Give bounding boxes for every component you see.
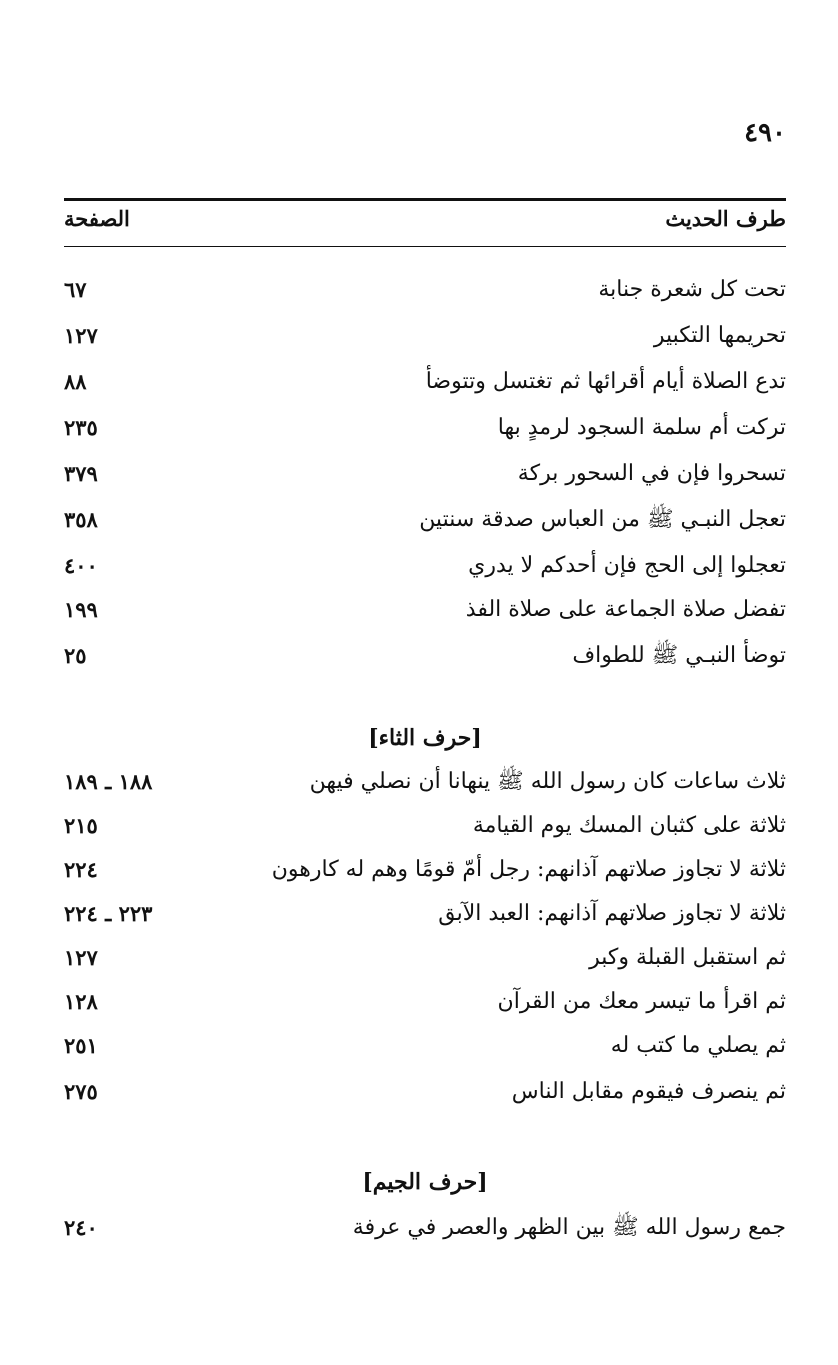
hadith-text: ثم استقبل القبلة وكبر — [589, 945, 786, 970]
hadith-text: تركت أم سلمة السجود لرمدٍ بها — [497, 415, 786, 440]
index-row — [64, 938, 786, 978]
hadith-text: ثم اقرأ ما تيسر معك من القرآن — [497, 989, 786, 1014]
page-ref: ٢٤٠ — [64, 1215, 98, 1240]
page-ref: ٢٥ — [64, 643, 87, 668]
page-ref: ١٨٨ ـ ١٨٩ — [64, 769, 153, 794]
hadith-column-header: طرف الحديث — [665, 206, 786, 231]
header-bottom-rule — [64, 246, 786, 247]
page-ref: ٦٧ — [64, 277, 87, 302]
page-column-header: الصفحة — [64, 206, 130, 231]
hadith-text: تحت كل شعرة جنابة — [598, 277, 786, 302]
page-number: ٤٩٠ — [744, 118, 786, 148]
index-row — [64, 500, 786, 540]
hadith-text: ثلاثة لا تجاوز صلاتهم آذانهم: العبد الآبق — [438, 901, 786, 926]
hadith-text: ثلاثة لا تجاوز صلاتهم آذانهم: رجل أمّ قومًا وهم له كارهون — [271, 857, 786, 882]
hadith-text: جمع رسول الله ﷺ بين الظهر والعصر في عرفة — [352, 1215, 786, 1240]
page-ref: ٢١٥ — [64, 813, 98, 838]
page-ref: ١٢٨ — [64, 989, 98, 1014]
index-row — [64, 270, 786, 310]
hadith-text: تعجل النبـي ﷺ من العباس صدقة سنتين — [419, 507, 786, 532]
index-row — [64, 982, 786, 1022]
page-ref: ٣٥٨ — [64, 507, 98, 532]
index-row — [64, 454, 786, 494]
index-row — [64, 1072, 786, 1112]
page-ref: ٤٠٠ — [64, 553, 98, 578]
page-ref: ٢٢٣ ـ ٢٢٤ — [64, 901, 153, 926]
hadith-text: تحريمها التكبير — [653, 323, 786, 348]
index-row — [64, 850, 786, 890]
index-row — [64, 316, 786, 356]
page-ref: ٨٨ — [64, 369, 87, 394]
page-ref: ٢٢٤ — [64, 857, 98, 882]
index-row — [64, 1208, 786, 1248]
page-ref: ٣٧٩ — [64, 461, 98, 486]
page-ref: ٢٧٥ — [64, 1079, 98, 1104]
index-row — [64, 362, 786, 402]
index-row — [64, 590, 786, 630]
hadith-text: تدع الصلاة أيام أقرائها ثم تغتسل وتتوضأ — [425, 369, 786, 394]
hadith-text: ثم ينصرف فيقوم مقابل الناس — [511, 1079, 786, 1104]
hadith-text: ثم يصلي ما كتب له — [610, 1033, 786, 1058]
section-title-tha: [حرف الثاء] — [368, 725, 482, 751]
hadith-text: تسحروا فإن في السحور بركة — [517, 461, 786, 486]
index-row — [64, 762, 786, 802]
index-row — [64, 806, 786, 846]
page-ref: ١٢٧ — [64, 323, 98, 348]
index-row — [64, 408, 786, 448]
hadith-text: ثلاثة على كثبان المسك يوم القيامة — [472, 813, 786, 838]
page-ref: ٢٣٥ — [64, 415, 98, 440]
table-header — [64, 206, 786, 242]
header-top-rule — [64, 198, 786, 201]
hadith-text: تفضل صلاة الجماعة على صلاة الفذ — [465, 597, 786, 622]
index-row — [64, 636, 786, 676]
hadith-text: تعجلوا إلى الحج فإن أحدكم لا يدري — [468, 553, 786, 578]
page-ref: ٢٥١ — [64, 1033, 98, 1058]
index-row — [64, 1026, 786, 1066]
hadith-text: ثلاث ساعات كان رسول الله ﷺ ينهانا أن نصلي فيهن — [309, 769, 786, 794]
page-ref: ١٢٧ — [64, 945, 98, 970]
section-title-jeem: [حرف الجيم] — [362, 1169, 488, 1195]
index-row — [64, 894, 786, 934]
page-ref: ١٩٩ — [64, 597, 98, 622]
hadith-text: توضأ النبـي ﷺ للطواف — [572, 643, 786, 668]
index-row — [64, 546, 786, 586]
